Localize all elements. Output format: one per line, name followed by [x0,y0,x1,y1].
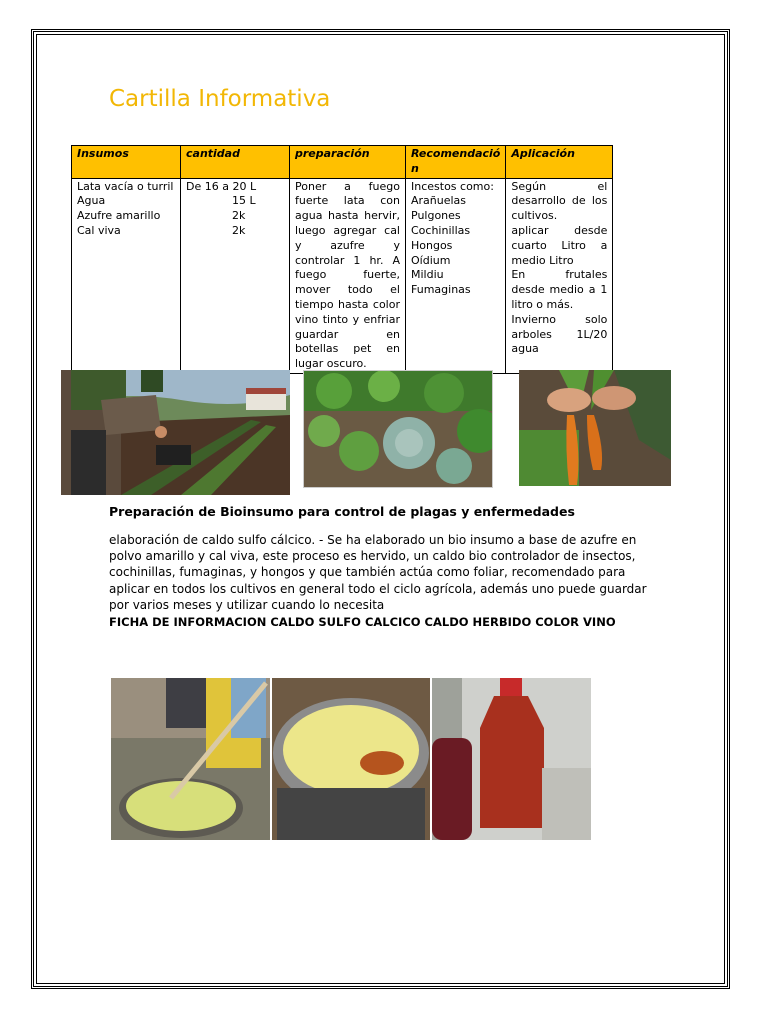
cell-aplicacion [506,178,613,373]
cell-insumos [72,178,181,373]
info-table [71,145,613,374]
header-insumos: Insumos [72,146,181,179]
section-heading: Preparación de Bioinsumo para control de plagas y enfermedades [109,504,575,519]
ficha-title: FICHA DE INFORMACION CALDO SULFO CALCICO CALDO HERBIDO COLOR VINO [109,615,616,629]
cantidad-item: 2k [232,223,246,237]
aplicacion-item: Invierno solo arboles 1L/20 agua [511,312,608,356]
photo-red-bottles [432,678,591,840]
photo-boiling-pot [272,678,430,840]
header-recomendacion: Recomendació n [406,146,506,179]
cantidad-item: 15 L [232,194,256,208]
recomendacion-item: Pulgones [411,209,461,223]
recomendacion-item: Incestos como: [411,179,494,193]
recomendacion-item: Cochinillas [411,223,471,237]
cell-preparacion: Poner a fuego fuerte lata con agua hasta hervir, luego agregar cal y azufre y controlar 1 hr. A fuego fuerte, mover todo el tiempo hasta color vino tinto y enfriar guardar en botellas pet en lugar oscuro. [290,178,406,373]
page-title: Cartilla Informativa [109,86,331,112]
table-header-row [72,146,613,179]
cell-recomendacion [406,178,506,373]
insumo-item: Azufre amarillo [77,209,161,223]
insumo-item: Cal viva [77,223,121,237]
aplicacion-item: Según el desarrollo de los cultivos. [511,179,608,223]
recomendacion-item: Fumaginas [411,283,471,297]
header-cantidad: cantidad [181,146,290,179]
photo-stirring-mixture [111,678,270,840]
header-aplicacion: Aplicación [506,146,613,179]
table-row [72,178,613,373]
aplicacion-item: En frutales desde medio a 1 litro o más. [511,268,608,311]
recomendacion-item: Mildiu [411,268,444,282]
cell-cantidad [181,178,290,373]
cantidad-item: 2k [232,209,246,223]
recomendacion-item: Arañuelas [411,194,467,208]
insumo-item: Lata vacía o turril [77,179,174,193]
photo-farmer-planting [61,370,290,495]
photo-carrots-harvest [519,370,671,486]
recomendacion-item: Hongos [411,238,453,252]
recomendacion-item: Oídium [411,253,451,267]
description-paragraph: elaboración de caldo sulfo cálcico. - Se ha elaborado un bio insumo a base de azufre en polvo amarillo y cal viva, este proceso es hervido, un caldo bio controlador de insectos, cochinillas, fumaginas, y hongos y que también actúa como foliar, recomendado para aplicar en todos los cultivos en general todo el ciclo agrícola, además uno puede guardar por varios meses y utilizar cuando lo necesita [109,533,647,612]
photo-cabbage-garden [303,370,493,488]
cantidad-item: De 16 a 20 L [186,179,257,193]
insumo-item: Agua [77,194,106,208]
aplicacion-item: aplicar desde cuarto Litro a medio Litro [511,223,608,267]
header-preparacion: preparación [290,146,406,179]
